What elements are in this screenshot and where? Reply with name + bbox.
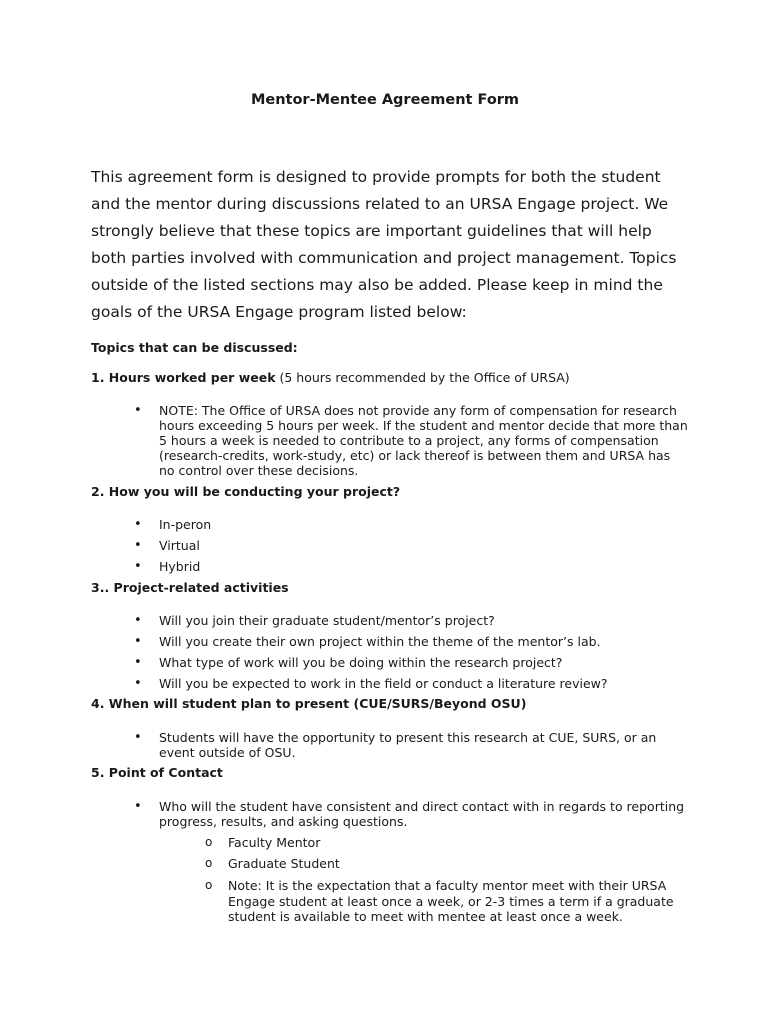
section-heading-present: 4. When will student plan to present (CUE/SURS/Beyond OSU) bbox=[91, 696, 527, 711]
section-heading-hours bbox=[91, 370, 570, 385]
section-heading-conducting: 2. How you will be conducting your project? bbox=[91, 484, 401, 499]
list-item: • In-peron bbox=[159, 517, 689, 532]
list-item: • Will you be expected to work in the field or conduct a literature review? bbox=[159, 676, 689, 691]
list-item: • What type of work will you be doing within the research project? bbox=[159, 655, 689, 670]
sub-list-item: o Faculty Mentor bbox=[228, 835, 690, 851]
section-note: (5 hours recommended by the Office of URSA) bbox=[275, 370, 570, 385]
page-title: Mentor-Mentee Agreement Form bbox=[250, 92, 520, 108]
list-item: • Virtual bbox=[159, 538, 689, 553]
list-item: • Will you join their graduate student/mentor’s project? bbox=[159, 613, 689, 628]
section-heading-contact: 5. Point of Contact bbox=[91, 765, 223, 780]
section-title: 1. Hours worked per week bbox=[91, 370, 276, 385]
list-item: • Hybrid bbox=[159, 559, 689, 574]
list-item: • Who will the student have consistent and direct contact with in regards to reporting progress, results, and asking questions. bbox=[159, 799, 689, 829]
list-item: • Will you create their own project within the theme of the mentor’s lab. bbox=[159, 634, 689, 649]
sub-list-item: o Note: It is the expectation that a faculty mentor meet with their URSA Engage student at least once a week, or 2-3 times a term if a graduate student is available to meet with mentee at least once a week. bbox=[228, 878, 690, 925]
intro-paragraph: This agreement form is designed to provide prompts for both the student and the mentor during discussions related to an URSA Engage project. We strongly believe that these topics are important guidelines that will help both parties involved with communication and project management. Topics outside of the listed sections may also be added. Please keep in mind the goals of the URSA Engage program listed below: bbox=[91, 168, 677, 321]
section-heading-activities: 3.. Project-related activities bbox=[91, 580, 289, 595]
list-item: • NOTE: The Office of URSA does not provide any form of compensation for research hours exceeding 5 hours per week. If the student and mentor decide that more than 5 hours a week is needed to contribute to a project, any forms of compensation (research-credits, work-study, etc) or lack thereof is between them and URSA has no control over these decisions. bbox=[159, 403, 689, 478]
sub-list-item: o Graduate Student bbox=[228, 856, 690, 872]
list-item: • Students will have the opportunity to present this research at CUE, SURS, or an event outside of OSU. bbox=[159, 730, 689, 760]
topics-heading: Topics that can be discussed: bbox=[91, 340, 298, 355]
